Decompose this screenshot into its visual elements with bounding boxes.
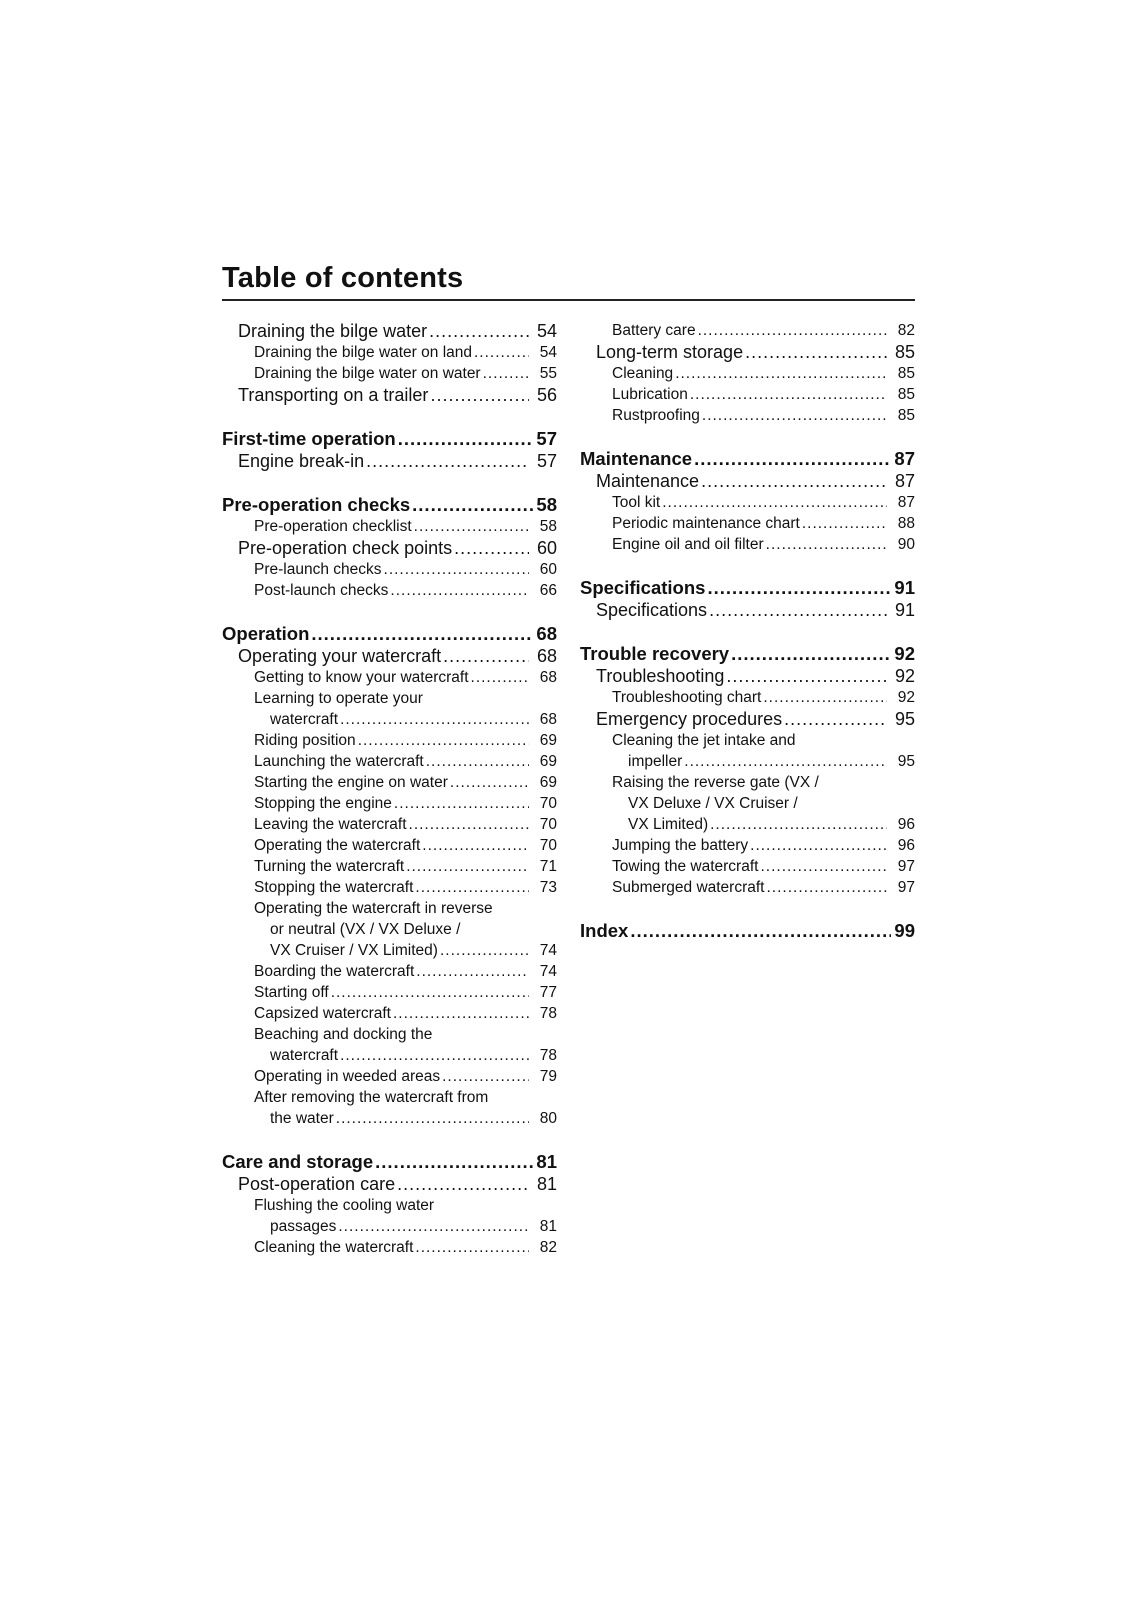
dot-leader [763, 687, 887, 708]
dot-leader [393, 1003, 529, 1024]
dot-leader [802, 513, 887, 534]
toc-entry-title: Jumping the battery [612, 837, 749, 854]
toc-entry-title: Engine oil and oil filter [612, 536, 764, 553]
toc-column-left [222, 320, 557, 1258]
toc-entry-page: 97 [889, 856, 915, 877]
toc-entry[interactable] [222, 363, 557, 384]
toc-entry[interactable] [580, 320, 915, 341]
dot-leader [426, 751, 529, 772]
toc-entry[interactable] [222, 940, 557, 961]
toc-entry-title: Troubleshooting chart [612, 689, 762, 706]
dot-leader [471, 667, 529, 688]
toc-entry-title: Tool kit [612, 494, 661, 511]
dot-leader [406, 856, 529, 877]
toc-section-heading[interactable] [580, 920, 915, 942]
section-gap [222, 406, 557, 428]
toc-entry-page: 91 [894, 577, 915, 598]
toc-entry-page: 92 [889, 665, 915, 687]
dot-leader [694, 448, 891, 470]
toc-entry-page: 85 [889, 405, 915, 426]
toc-entry-page: 60 [531, 559, 557, 580]
toc-entry[interactable] [222, 730, 557, 751]
toc-entry-text-line: Raising the reverse gate (VX / [612, 774, 819, 791]
toc-entry[interactable] [222, 450, 557, 472]
toc-entry[interactable] [580, 363, 915, 384]
dot-leader [450, 772, 529, 793]
toc-entry-text-line: or neutral (VX / VX Deluxe / [270, 921, 461, 938]
dot-leader [726, 665, 887, 687]
toc-section-heading[interactable] [222, 494, 557, 516]
toc-entry[interactable] [222, 559, 557, 580]
section-gap [222, 472, 557, 494]
toc-entry-title: Stopping the watercraft [254, 879, 414, 896]
toc-entry-page: 81 [531, 1216, 557, 1237]
toc-entry-title: passages [270, 1218, 337, 1235]
toc-entry[interactable] [580, 835, 915, 856]
dot-leader [766, 534, 887, 555]
toc-entry-page: 70 [531, 835, 557, 856]
toc-entry[interactable] [222, 1045, 557, 1066]
dot-leader [702, 405, 887, 426]
dot-leader [336, 1108, 529, 1129]
toc-entry-text-line: Learning to operate your [254, 690, 423, 707]
toc-entry-title: Troubleshooting [596, 666, 725, 686]
toc-entry-title: Pre-launch checks [254, 561, 382, 578]
section-gap [580, 555, 915, 577]
dot-leader [340, 709, 529, 730]
toc-entry-page: 87 [889, 492, 915, 513]
toc-entry[interactable] [580, 599, 915, 621]
toc-entry[interactable] [580, 384, 915, 405]
toc-entry[interactable] [222, 793, 557, 814]
dot-leader [412, 494, 533, 516]
toc-entry-page: 82 [889, 320, 915, 341]
dot-leader [430, 384, 529, 406]
toc-entry-page: 85 [889, 384, 915, 405]
toc-entry-title: watercraft [270, 1047, 339, 1064]
dot-leader [662, 492, 887, 513]
toc-entry-title: Rustproofing [612, 407, 700, 424]
dot-leader [398, 428, 533, 450]
toc-entry-page: 87 [894, 448, 915, 469]
dot-leader [422, 835, 529, 856]
toc-entry-title: Trouble recovery [580, 643, 730, 664]
toc-entry-page: 87 [889, 470, 915, 492]
section-gap [580, 621, 915, 643]
page-title: Table of contents [222, 262, 464, 294]
toc-entry-page: 69 [531, 772, 557, 793]
toc-entry-page: 82 [531, 1237, 557, 1258]
toc-entry-page: 57 [536, 428, 557, 449]
toc-entry-text-line: Operating the watercraft in reverse [254, 900, 493, 917]
toc-entry[interactable] [222, 1173, 557, 1195]
dot-leader [701, 470, 887, 492]
toc-entry[interactable] [580, 814, 915, 835]
toc-entry-page: 68 [536, 623, 557, 644]
toc-entry-title: VX Limited) [628, 816, 709, 833]
toc-entry-text-line: Flushing the cooling water [254, 1197, 435, 1214]
toc-entry-title: Transporting on a trailer [238, 385, 429, 405]
dot-leader [684, 751, 887, 772]
toc-entry-title: Operating your watercraft [238, 646, 442, 666]
toc-entry-page: 78 [531, 1045, 557, 1066]
toc-entry[interactable] [222, 1216, 557, 1237]
toc-entry-page: 81 [531, 1173, 557, 1195]
toc-entry[interactable] [580, 513, 915, 534]
toc-entry[interactable] [222, 384, 557, 406]
dot-leader [397, 1173, 529, 1195]
dot-leader [474, 342, 529, 363]
toc-entry[interactable] [580, 470, 915, 492]
toc-entry-title: Operation [222, 623, 310, 644]
toc-entry[interactable] [222, 537, 557, 559]
toc-entry-page: 56 [531, 384, 557, 406]
toc-entry-page: 85 [889, 363, 915, 384]
toc-entry-page: 95 [889, 751, 915, 772]
toc-section-heading[interactable] [222, 623, 557, 645]
toc-entry[interactable] [580, 687, 915, 708]
dot-leader [675, 363, 887, 384]
toc-entry-title: Riding position [254, 732, 356, 749]
toc-entry-title: Draining the bilge water [238, 321, 428, 341]
dot-leader [390, 580, 529, 601]
toc-entry[interactable] [222, 667, 557, 688]
toc-entry-title: Cleaning [612, 365, 674, 382]
toc-entry[interactable] [222, 814, 557, 835]
toc-entry-title: Operating the watercraft [254, 837, 421, 854]
toc-entry-title: Cleaning the watercraft [254, 1239, 414, 1256]
toc-entry-title: Care and storage [222, 1151, 374, 1172]
toc-entry-title: Long-term storage [596, 342, 744, 362]
toc-entry[interactable] [222, 516, 557, 537]
section-gap [222, 1129, 557, 1151]
toc-entry-text-line: VX Deluxe / VX Cruiser / [628, 795, 798, 812]
dot-leader [409, 814, 529, 835]
toc-section-heading[interactable] [222, 1151, 557, 1173]
toc-entry-page: 73 [531, 877, 557, 898]
toc-entry[interactable] [222, 1066, 557, 1087]
toc-entry-title: Leaving the watercraft [254, 816, 407, 833]
toc-entry-title: Submerged watercraft [612, 879, 765, 896]
toc-entry[interactable] [222, 982, 557, 1003]
toc-entry-page: 69 [531, 730, 557, 751]
toc-entry-page: 60 [531, 537, 557, 559]
dot-leader [709, 599, 887, 621]
dot-leader [784, 708, 887, 730]
toc-entry-title: Battery care [612, 322, 696, 339]
toc-entry[interactable] [580, 877, 915, 898]
toc-entry[interactable] [580, 405, 915, 426]
dot-leader [483, 363, 529, 384]
title-rule [222, 299, 915, 301]
section-gap [222, 601, 557, 623]
toc-entry-title: Pre-operation checks [222, 494, 411, 515]
dot-leader [690, 384, 887, 405]
dot-leader [454, 537, 529, 559]
toc-entry-page: 90 [889, 534, 915, 555]
dot-leader [443, 645, 529, 667]
toc-section-heading[interactable] [580, 448, 915, 470]
toc-entry-page: 70 [531, 814, 557, 835]
toc-entry-text-line: Cleaning the jet intake and [612, 732, 796, 749]
toc-entry-page: 54 [531, 320, 557, 342]
toc-entry-title: Engine break-in [238, 451, 365, 471]
toc-entry[interactable] [222, 1003, 557, 1024]
toc-entry-page: 97 [889, 877, 915, 898]
toc-entry-page: 70 [531, 793, 557, 814]
toc-entry-page: 74 [531, 961, 557, 982]
toc-entry-title: Starting the engine on water [254, 774, 448, 791]
toc-entry-title: First-time operation [222, 428, 396, 449]
toc-entry[interactable] [580, 665, 915, 687]
toc-entry-page: 74 [531, 940, 557, 961]
toc-entry-page: 71 [531, 856, 557, 877]
toc-entry-title: Draining the bilge water on land [254, 344, 472, 361]
toc-section-heading[interactable] [580, 643, 915, 665]
dot-leader [416, 961, 529, 982]
toc-entry-title: Draining the bilge water on water [254, 365, 481, 382]
toc-entry[interactable] [222, 580, 557, 601]
toc-entry-title: the water [270, 1110, 334, 1127]
toc-entry[interactable] [580, 492, 915, 513]
toc-entry[interactable] [580, 708, 915, 730]
toc-entry[interactable] [222, 709, 557, 730]
dot-leader [340, 1045, 529, 1066]
dot-leader [630, 920, 891, 942]
toc-entry-page: 55 [531, 363, 557, 384]
dot-leader [414, 516, 529, 537]
dot-leader [358, 730, 529, 751]
toc-entry[interactable] [222, 961, 557, 982]
toc-entry-title: Capsized watercraft [254, 1005, 391, 1022]
toc-entry-page: 96 [889, 835, 915, 856]
toc-entry[interactable] [222, 342, 557, 363]
toc-column-right [580, 320, 915, 942]
dot-leader [707, 577, 891, 599]
dot-leader [442, 1066, 529, 1087]
toc-entry-page: 92 [894, 643, 915, 664]
toc-entry-title: watercraft [270, 711, 339, 728]
toc-entry-title: Operating in weeded areas [254, 1068, 441, 1085]
toc-entry[interactable] [222, 1237, 557, 1258]
toc-entry-page: 96 [889, 814, 915, 835]
toc-entry[interactable] [222, 320, 557, 342]
toc-entry-title: Lubrication [612, 386, 688, 403]
toc-entry-title: Specifications [596, 600, 708, 620]
toc-entry-page: 95 [889, 708, 915, 730]
toc-entry-page: 77 [531, 982, 557, 1003]
toc-entry-title: Launching the watercraft [254, 753, 424, 770]
dot-leader [311, 623, 533, 645]
toc-entry-page: 78 [531, 1003, 557, 1024]
toc-entry-page: 68 [531, 709, 557, 730]
toc-entry[interactable] [580, 534, 915, 555]
toc-entry[interactable] [580, 856, 915, 877]
toc-entry-title: Index [580, 920, 629, 941]
toc-entry-title: Towing the watercraft [612, 858, 759, 875]
toc-entry-page: 66 [531, 580, 557, 601]
toc-entry-title: Boarding the watercraft [254, 963, 415, 980]
toc-entry[interactable] [222, 751, 557, 772]
dot-leader [415, 877, 529, 898]
toc-entry-title: Specifications [580, 577, 706, 598]
toc-entry-title: Turning the watercraft [254, 858, 405, 875]
toc-entry-title: Post-launch checks [254, 582, 389, 599]
toc-entry-page: 91 [889, 599, 915, 621]
toc-entry-page: 92 [889, 687, 915, 708]
toc-entry[interactable] [222, 877, 557, 898]
toc-entry-page: 54 [531, 342, 557, 363]
toc-entry-title: Pre-operation check points [238, 538, 453, 558]
toc-section-heading[interactable] [580, 577, 915, 599]
section-gap [580, 898, 915, 920]
toc-entry-title: Starting off [254, 984, 329, 1001]
toc-entry-page: 81 [536, 1151, 557, 1172]
toc-entry-page: 58 [536, 494, 557, 515]
toc-entry-title: impeller [628, 753, 683, 770]
toc-entry-page: 68 [531, 667, 557, 688]
toc-entry-page: 85 [889, 341, 915, 363]
toc-entry-title: Maintenance [580, 448, 693, 469]
dot-leader [415, 1237, 529, 1258]
dot-leader [384, 559, 529, 580]
section-gap [580, 426, 915, 448]
dot-leader [698, 320, 887, 341]
dot-leader [331, 982, 529, 1003]
dot-leader [745, 341, 887, 363]
toc-entry-page: 58 [531, 516, 557, 537]
dot-leader [731, 643, 891, 665]
toc-entry-title: Periodic maintenance chart [612, 515, 800, 532]
dot-leader [366, 450, 529, 472]
toc-entry-page: 57 [531, 450, 557, 472]
toc-entry-title: Post-operation care [238, 1174, 396, 1194]
toc-entry[interactable] [580, 751, 915, 772]
toc-entry-page: 99 [894, 920, 915, 941]
toc-entry-text-line: After removing the watercraft from [254, 1089, 489, 1106]
toc-entry-page: 79 [531, 1066, 557, 1087]
toc-entry-title: Getting to know your watercraft [254, 669, 469, 686]
dot-leader [429, 320, 529, 342]
dot-leader [394, 793, 529, 814]
toc-entry-page: 80 [531, 1108, 557, 1129]
dot-leader [375, 1151, 533, 1173]
dot-leader [440, 940, 529, 961]
toc-entry-title: Pre-operation checklist [254, 518, 412, 535]
toc-entry-title: Maintenance [596, 471, 700, 491]
dot-leader [767, 877, 888, 898]
toc-entry[interactable] [222, 856, 557, 877]
toc-entry-text-line: Beaching and docking the [254, 1026, 433, 1043]
toc-entry-page: 69 [531, 751, 557, 772]
toc-entry-title: VX Cruiser / VX Limited) [270, 942, 438, 959]
toc-entry-page: 68 [531, 645, 557, 667]
toc-entry-title: Stopping the engine [254, 795, 392, 812]
toc-entry[interactable] [222, 645, 557, 667]
toc-section-heading[interactable] [222, 428, 557, 450]
toc-entry[interactable] [222, 1108, 557, 1129]
toc-entry[interactable] [222, 772, 557, 793]
toc-entry-title: Emergency procedures [596, 709, 783, 729]
toc-entry-page: 88 [889, 513, 915, 534]
toc-entry[interactable] [222, 835, 557, 856]
dot-leader [750, 835, 887, 856]
dot-leader [760, 856, 887, 877]
dot-leader [338, 1216, 529, 1237]
dot-leader [710, 814, 887, 835]
toc-entry[interactable] [580, 341, 915, 363]
